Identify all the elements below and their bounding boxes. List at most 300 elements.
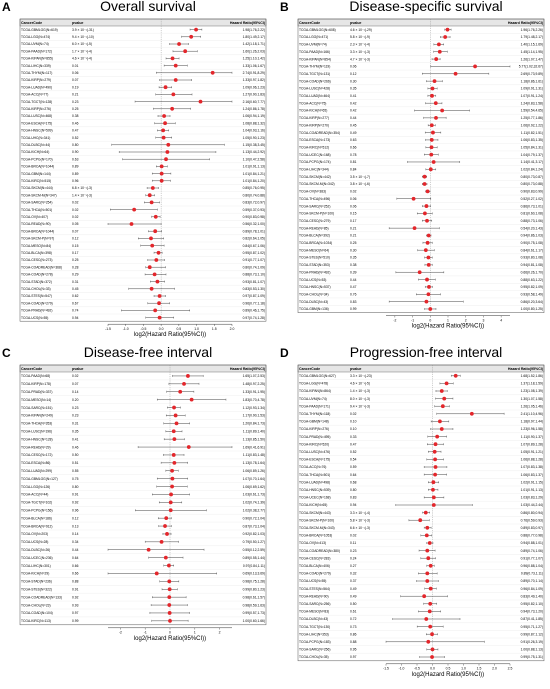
cell-cancer-code: TCGA-LIHC(N=353) xyxy=(299,632,329,637)
panel-overall-survival xyxy=(0,0,268,340)
cell-pvalue: 0.66 xyxy=(72,571,79,576)
cell-cancer-code: TCGA-DLBC(N=43) xyxy=(299,617,329,622)
cell-cancer-code: TCGA-STAD(N=236) xyxy=(21,579,52,584)
cell-pvalue: 0.23 xyxy=(72,99,79,104)
x-tick-label: 3 xyxy=(482,318,485,323)
cell-pvalue: 0.05 xyxy=(72,222,79,227)
cell-pvalue: 1.4 × 10⁻¹(-3) xyxy=(72,193,92,198)
hazard-ratio-point xyxy=(435,435,439,439)
cell-cancer-code: TCGA-SARC(N=151) xyxy=(21,405,53,410)
cell-hazard-ratio: 1.03(0.44,2.44) xyxy=(520,503,543,508)
hazard-ratio-point xyxy=(434,57,438,61)
cell-pvalue: 0.84 xyxy=(350,167,357,172)
cell-hazard-ratio: 0.54(0.20,1.43) xyxy=(520,226,543,231)
cell-cancer-code: TCGA-READ(N=85) xyxy=(299,226,329,231)
cell-cancer-code: TCGA-PAAD(N=68) xyxy=(21,374,51,379)
cell-pvalue: 0.92 xyxy=(72,595,79,600)
x-tick-label: 0.0 xyxy=(430,666,435,671)
cell-hazard-ratio: 1.33(1.06,1.67) xyxy=(242,63,265,68)
cell-pvalue: 0.01 xyxy=(72,63,79,68)
cell-cancer-code: TCGA-CESC(N=172) xyxy=(21,453,53,458)
cell-pvalue: 0.30 xyxy=(350,248,357,253)
x-tick-label: 2.5 xyxy=(507,666,513,671)
hazard-ratio-point xyxy=(433,473,437,477)
cell-pvalue: 0.55 xyxy=(72,468,79,473)
cell-cancer-code: TCGA-KICH(N=29) xyxy=(21,571,50,576)
cell-cancer-code: TCGA-OV(N=383) xyxy=(299,189,327,194)
cell-pvalue: 0.80 xyxy=(72,484,79,489)
forest-plot-a xyxy=(0,0,268,340)
cell-hazard-ratio: 1.11(0.83,1.48) xyxy=(242,453,265,458)
cell-pvalue: 6.6 × 10⁻¹(-3) xyxy=(350,526,370,530)
cell-hazard-ratio: 0.56(0.32,1.00) xyxy=(242,222,265,227)
header-pvalue: pvalue xyxy=(72,21,84,25)
cell-cancer-code: TCGA-ESCA(N=175) xyxy=(299,457,331,462)
hazard-ratio-point xyxy=(171,477,175,481)
cell-cancer-code: TCGA-UCS(N=28) xyxy=(21,540,49,545)
cell-hazard-ratio: 1.05(0.84,1.31) xyxy=(520,145,543,150)
cell-cancer-code: TCGA-CESC(N=283) xyxy=(299,556,331,561)
cell-cancer-code: TCGA-PRAD(N=337) xyxy=(21,389,53,394)
cell-cancer-code: TCGA-KIRP(N=279) xyxy=(21,78,51,83)
cell-pvalue: 0.52 xyxy=(350,450,357,454)
cell-pvalue: 0.94 xyxy=(350,503,357,508)
cell-cancer-code: TCGA-CHOL(N=35) xyxy=(299,655,329,660)
cell-pvalue: 0.14 xyxy=(72,389,79,394)
cell-pvalue: 3.3 × 10⁻¹(-3) xyxy=(350,49,370,54)
cell-hazard-ratio: 1.02(0.38,2.77) xyxy=(242,508,265,513)
cell-hazard-ratio: 5.77(1.02,32.67) xyxy=(518,64,543,69)
hazard-ratio-point xyxy=(172,453,176,457)
cell-hazard-ratio: 0.88(0.63,1.22) xyxy=(520,277,543,282)
cell-cancer-code: TCGA-SKCM-P(N=100) xyxy=(299,211,335,216)
cell-cancer-code: TCGA-GBMLGG(N=619) xyxy=(21,27,58,32)
hazard-ratio-point xyxy=(151,186,155,190)
cell-pvalue: 9.4 × 10⁻¹(-10) xyxy=(72,35,94,39)
hazard-ratio-point xyxy=(470,412,474,416)
cell-hazard-ratio: 0.98(0.75,1.28) xyxy=(242,579,265,584)
cell-pvalue: 0.91 xyxy=(72,587,79,592)
cell-cancer-code: TCGA-COAD(N=279) xyxy=(21,301,53,306)
cell-pvalue: 0.27 xyxy=(350,564,357,568)
cell-pvalue: 5.8 × 10⁻¹(-3) xyxy=(350,518,370,523)
cell-pvalue: 0.10 xyxy=(350,419,357,424)
cell-hazard-ratio: 1.05(0.90,1.23) xyxy=(242,135,265,140)
panel-letter: D xyxy=(280,346,289,360)
hazard-ratio-point xyxy=(160,165,164,169)
hazard-ratio-point xyxy=(426,241,430,245)
hazard-ratio-point xyxy=(130,222,134,226)
cell-hazard-ratio: 1.03(0.83,1.29) xyxy=(520,495,543,500)
cell-cancer-code: TCGA-UHC(N=341) xyxy=(21,135,51,140)
cell-pvalue: 0.97 xyxy=(72,611,79,616)
hazard-ratio-point xyxy=(438,50,442,54)
cell-cancer-code: TCGA-LGG(N=126) xyxy=(21,484,51,489)
table-border xyxy=(298,365,544,661)
hazard-ratio-point xyxy=(431,488,435,492)
cell-pvalue: 0.38 xyxy=(350,263,357,268)
cell-hazard-ratio: 0.90(0.75,1.08) xyxy=(520,241,543,246)
cell-cancer-code: TCGA-GBMLGG(N=608) xyxy=(299,27,336,32)
cell-hazard-ratio: 0.89(0.70,1.14) xyxy=(520,579,543,584)
cell-hazard-ratio: 1.23(1.08,1.39) xyxy=(520,389,543,394)
cell-hazard-ratio: 0.79(0.50,1.27) xyxy=(242,540,265,545)
hazard-ratio-point xyxy=(168,587,172,591)
cell-hazard-ratio: 1.07(0.89,1.28) xyxy=(520,442,543,447)
cell-hazard-ratio: 1.04(0.93,1.16) xyxy=(242,128,265,133)
x-tick-label: -2 xyxy=(118,630,122,635)
header-pvalue: pvalue xyxy=(350,21,362,25)
x-axis-label: log2(Hazard Ratio(95%CI)) xyxy=(133,332,207,339)
cell-cancer-code: TCGA-KICH(N=65) xyxy=(299,503,328,508)
hazard-ratio-point xyxy=(175,421,179,425)
cell-pvalue: 0.74 xyxy=(72,308,79,313)
hazard-ratio-point xyxy=(174,64,178,68)
cell-pvalue: 0.78 xyxy=(350,152,357,157)
cell-hazard-ratio: 0.90(0.72,1.04) xyxy=(242,516,265,521)
cell-cancer-code: TCGA-STAD(N=372) xyxy=(21,279,52,284)
cell-cancer-code: TCGA-PAAD(N=166) xyxy=(299,49,330,54)
cell-hazard-ratio: 1.24(0.83,1.58) xyxy=(520,101,543,106)
cell-cancer-code: TCGA-UCS(N=55) xyxy=(299,579,327,584)
cell-hazard-ratio: 0.81(0.60,1.08) xyxy=(520,211,543,216)
cell-hazard-ratio: 0.94(0.73,1.20) xyxy=(520,609,543,614)
hazard-ratio-point xyxy=(443,35,447,39)
cell-pvalue: 0.88 xyxy=(350,640,357,644)
cell-hazard-ratio: 2.69(0.73,9.89) xyxy=(520,71,543,76)
panel-disease-specific-survival xyxy=(278,0,546,332)
cell-hazard-ratio: 1.59(0.54,4.65) xyxy=(520,108,543,113)
hazard-ratio-point xyxy=(427,234,431,238)
cell-pvalue: 0.59 xyxy=(350,465,357,470)
cell-cancer-code: TCGA-LUAD(N=490) xyxy=(21,85,53,90)
hazard-ratio-point xyxy=(428,307,432,311)
cell-hazard-ratio: 0.95(0.82,1.09) xyxy=(520,285,543,290)
hazard-ratio-point xyxy=(424,248,428,252)
hazard-ratio-point xyxy=(160,179,164,183)
x-tick-label: 2 xyxy=(464,318,467,323)
cell-pvalue: 0.25 xyxy=(350,241,357,246)
cell-cancer-code: TCGA-HNSC(N=539) xyxy=(299,488,331,492)
cell-cancer-code: TCGA-KICH(N=64) xyxy=(21,150,50,155)
cell-pvalue: 0.35 xyxy=(72,429,79,434)
hazard-ratio-point xyxy=(166,143,170,147)
cell-hazard-ratio: 0.92(0.82,1.03) xyxy=(242,532,265,537)
cell-cancer-code: TCGA-SARC(N=252) xyxy=(299,204,331,209)
cell-cancer-code: TCGA-GBM(N=136) xyxy=(299,307,329,312)
cell-hazard-ratio: 1.06(0.83,1.35) xyxy=(520,138,543,143)
cell-pvalue: 6.0 × 10⁻¹(-5) xyxy=(72,42,92,47)
cell-pvalue: 0.35 xyxy=(350,255,357,260)
hazard-ratio-point xyxy=(158,294,162,298)
cell-cancer-code: TCGA-KIPAN(N=855) xyxy=(21,56,53,61)
cell-hazard-ratio: 0.89(0.78,1.01) xyxy=(242,229,265,234)
hazard-ratio-point xyxy=(429,587,433,591)
cell-hazard-ratio: 2.74(0.91,8.29) xyxy=(242,71,265,75)
cell-cancer-code: TCGA-PRAD(N=492) xyxy=(299,270,331,275)
cell-hazard-ratio: 0.95(0.87,1.02) xyxy=(242,251,265,255)
cell-hazard-ratio: 0.87(0.73,1.04) xyxy=(242,524,265,529)
cell-cancer-code: TCGA-ESCA(N=175) xyxy=(21,121,53,126)
cell-cancer-code: TCGA-SKCM(N=443) xyxy=(299,510,331,515)
cell-hazard-ratio: 0.83(0.49,1.40) xyxy=(520,594,543,599)
hazard-ratio-point xyxy=(164,556,168,560)
cell-hazard-ratio: 0.90(0.83,0.98) xyxy=(242,215,265,219)
hazard-ratio-point xyxy=(171,93,175,97)
cell-cancer-code: TCGA-SARC(N=256) xyxy=(299,602,331,606)
cell-pvalue: 0.25 xyxy=(72,107,79,111)
cell-hazard-ratio: 1.26(1.05,1.46) xyxy=(520,404,543,409)
cell-pvalue: 0.07 xyxy=(72,78,79,83)
cell-hazard-ratio: 0.99(0.75,1.31) xyxy=(520,655,543,660)
cell-pvalue: 0.41 xyxy=(350,94,357,99)
cell-cancer-code: TCGA-MESO(N=64) xyxy=(299,248,330,253)
x-tick-label: -2 xyxy=(393,318,397,323)
cell-hazard-ratio: 1.24(0.86,1.78) xyxy=(242,107,265,111)
hazard-ratio-point xyxy=(434,442,438,446)
cell-pvalue: 0.31 xyxy=(72,421,79,426)
cell-pvalue: 0.80 xyxy=(72,143,79,147)
cell-hazard-ratio: 0.96(0.88,1.04) xyxy=(520,564,543,568)
cell-cancer-code: TCGA-COAD(N=279) xyxy=(299,571,331,576)
panel-title: Disease-free interval xyxy=(83,344,213,360)
panel-title: Disease-specific survival xyxy=(349,0,503,14)
cell-cancer-code: TCGA-PCPG(N=174) xyxy=(299,160,331,165)
hazard-ratio-point xyxy=(431,131,435,135)
hazard-ratio-point xyxy=(426,189,430,193)
hazard-ratio-point xyxy=(427,285,431,289)
cell-pvalue: 0.12 xyxy=(72,516,79,521)
cell-hazard-ratio: 0.96(0.84,1.09) xyxy=(520,586,543,591)
cell-pvalue: 0.49 xyxy=(350,586,357,591)
cell-cancer-code: TCGA-UVM(N=74) xyxy=(21,42,49,47)
cell-cancer-code: TCGA-BLCA(N=406) xyxy=(299,564,330,568)
x-tick-label: 0.5 xyxy=(176,326,182,331)
cell-hazard-ratio: 1.09(0.96,1.23) xyxy=(242,85,265,90)
hazard-ratio-point xyxy=(172,437,176,441)
x-tick-label: 2.0 xyxy=(492,666,497,671)
hazard-ratio-point xyxy=(199,100,203,104)
hazard-ratio-point xyxy=(167,579,171,583)
cell-hazard-ratio: 1.17(0.90,1.53) xyxy=(242,413,265,418)
cell-cancer-code: TCGA-READ(N=29) xyxy=(21,445,51,450)
cell-pvalue: 0.29 xyxy=(72,272,79,277)
hazard-ratio-point xyxy=(425,549,429,553)
cell-cancer-code: TCGA-GBM(N=148) xyxy=(299,419,329,424)
cell-pvalue: 0.45 xyxy=(350,123,357,128)
hazard-ratio-point xyxy=(431,87,435,91)
hazard-ratio-point xyxy=(211,71,215,75)
x-tick-label: -0.5 xyxy=(414,666,420,671)
hazard-ratio-point xyxy=(430,138,434,142)
cell-pvalue: 3.9 × 10⁻¹(-31) xyxy=(72,27,94,32)
cell-pvalue: 0.54 xyxy=(350,457,357,462)
cell-pvalue: 0.96 xyxy=(72,179,79,183)
cell-pvalue: 0.76 xyxy=(350,292,357,297)
cell-pvalue: 0.42 xyxy=(350,101,357,106)
cell-pvalue: 0.02 xyxy=(350,189,357,194)
hazard-ratio-point xyxy=(438,420,442,424)
hazard-ratio-point xyxy=(429,167,433,171)
cell-pvalue: 0.30 xyxy=(350,79,357,84)
cell-cancer-code: TCGA-PAAD(N=172) xyxy=(21,49,52,54)
hazard-ratio-point xyxy=(148,265,152,269)
cell-hazard-ratio: 1.18(0.86,1.61) xyxy=(520,79,543,84)
cell-hazard-ratio: 1.13(0.44,2.92) xyxy=(242,150,265,155)
cell-pvalue: 0.35 xyxy=(350,86,357,91)
hazard-ratio-point xyxy=(428,541,432,545)
hazard-ratio-point xyxy=(167,595,171,599)
hazard-ratio-point xyxy=(163,121,167,125)
hazard-ratio-point xyxy=(190,398,194,402)
cell-cancer-code: TCGA-KIPAN(N=864) xyxy=(299,389,331,394)
cell-hazard-ratio: 0.90(0.83,0.99) xyxy=(520,189,543,194)
cell-pvalue: 0.96 xyxy=(72,508,79,513)
cell-cancer-code: TCGA-READ(N=90) xyxy=(299,594,329,599)
cell-pvalue: 0.11 xyxy=(350,541,357,546)
cell-hazard-ratio: 1.68(1.52,1.86) xyxy=(520,374,543,378)
cell-hazard-ratio: 1.06(0.92,1.22) xyxy=(520,123,543,128)
cell-cancer-code: TCGA-THYM(N=119) xyxy=(299,64,331,69)
x-tick-label: -1 xyxy=(411,318,415,323)
cell-cancer-code: TCGA-SKCM-P(N=97) xyxy=(21,236,55,241)
cell-pvalue: 0.99 xyxy=(350,307,357,312)
hazard-ratio-point xyxy=(167,564,171,568)
cell-pvalue: 0.50 xyxy=(72,453,79,458)
cell-pvalue: 0.75 xyxy=(72,476,79,481)
cell-hazard-ratio: 1.15(0.38,3.45) xyxy=(242,143,265,147)
cell-cancer-code: TCGA-KIRP(N=277) xyxy=(299,116,329,121)
hazard-ratio-point xyxy=(170,107,174,111)
cell-cancer-code: TCGA-OV(N=413) xyxy=(299,541,327,546)
cell-hazard-ratio: 0.97(0.84,1.11) xyxy=(242,563,265,568)
cell-pvalue: 0.89 xyxy=(72,171,79,176)
hazard-ratio-point xyxy=(150,201,154,205)
cell-pvalue: 0.15 xyxy=(72,243,79,248)
x-axis-label: log2(Hazard Ratio(95%CI)) xyxy=(411,671,485,678)
cell-hazard-ratio: 0.98(0.59,1.63) xyxy=(242,603,265,608)
cell-pvalue: 1.7 × 10⁻¹(-4) xyxy=(72,49,92,54)
cell-pvalue: 0.02 xyxy=(72,215,79,219)
hazard-ratio-point xyxy=(473,65,477,69)
hazard-ratio-point xyxy=(150,244,154,248)
cell-pvalue: 0.46 xyxy=(72,445,79,450)
cell-hazard-ratio: 1.05(0.91,1.21) xyxy=(520,450,543,454)
hazard-ratio-point xyxy=(182,382,186,386)
cell-pvalue: 0.95 xyxy=(350,647,357,652)
hazard-ratio-point xyxy=(430,123,434,127)
cell-pvalue: 0.49 xyxy=(350,130,357,135)
hazard-ratio-point xyxy=(431,648,435,652)
hazard-ratio-point xyxy=(433,450,437,454)
cell-hazard-ratio: 0.86(0.73,1.01) xyxy=(520,204,543,209)
header-cancer-code: CancerCode xyxy=(299,21,321,25)
cell-hazard-ratio: 0.85(0.76,0.95) xyxy=(242,186,265,191)
cell-hazard-ratio: 0.52(0.27,1.02) xyxy=(520,196,543,201)
x-tick-label: 0.0 xyxy=(158,326,164,331)
cell-cancer-code: TCGA-ACC(N=77) xyxy=(21,92,49,97)
hazard-ratio-point xyxy=(170,485,174,489)
cell-pvalue: 0.92 xyxy=(72,500,79,505)
cell-pvalue: 0.06 xyxy=(350,196,357,201)
cell-hazard-ratio: 1.23(0.96,1.58) xyxy=(520,427,543,432)
cell-hazard-ratio: 0.59(0.37,0.93) xyxy=(242,207,265,212)
x-tick-label: 0 xyxy=(169,630,171,635)
cell-pvalue: 0.14 xyxy=(72,532,79,537)
x-tick-label: -1.5 xyxy=(105,326,111,331)
hazard-ratio-point xyxy=(168,619,172,623)
cell-pvalue: 0.07 xyxy=(72,382,79,387)
panel-letter: A xyxy=(2,0,11,14)
cell-cancer-code: TCGA-UCS(N=55) xyxy=(21,315,49,320)
hazard-ratio-point xyxy=(174,414,178,418)
hazard-ratio-point xyxy=(165,532,169,536)
cell-hazard-ratio: 0.89(0.46,1.75) xyxy=(242,308,265,313)
hazard-ratio-point xyxy=(425,526,429,530)
cell-cancer-code: TCGA-TGCT(N=130) xyxy=(299,624,331,629)
cell-pvalue: 4.6 × 10⁻¹(-29) xyxy=(350,27,372,32)
cell-cancer-code: TCGA-CHOL(N=34) xyxy=(299,292,329,297)
header-cancer-code: CancerCode xyxy=(21,21,43,25)
cell-hazard-ratio: 1.06(0.69,1.62) xyxy=(242,484,265,489)
cell-hazard-ratio: 0.91(0.77,1.07) xyxy=(242,258,265,263)
cell-cancer-code: TCGA-OV(N=407) xyxy=(21,215,49,219)
cell-cancer-code: TCGA-DLBC(N=26) xyxy=(21,547,51,552)
hazard-ratio-point xyxy=(422,594,426,598)
cell-hazard-ratio: 1.01(0.84,1.20) xyxy=(242,179,265,183)
hazard-ratio-point xyxy=(431,480,435,484)
x-tick-label: 2 xyxy=(218,630,221,635)
hazard-ratio-point xyxy=(433,458,437,462)
cell-pvalue: 0.91 xyxy=(72,492,79,497)
cell-hazard-ratio: 1.00(0.60,1.66) xyxy=(242,619,265,624)
cell-hazard-ratio: 1.30(1.07,1.58) xyxy=(520,396,543,401)
hazard-ratio-point xyxy=(418,270,422,274)
cell-pvalue: 0.80 xyxy=(350,488,357,492)
cell-cancer-code: TCGA-KIRP(N=270) xyxy=(299,123,329,128)
cell-cancer-code: TCGA-STES(N=564) xyxy=(299,586,330,591)
cell-cancer-code: TCGA-STES(N=547) xyxy=(21,294,52,299)
hazard-ratio-point xyxy=(432,503,436,507)
hazard-ratio-point xyxy=(434,101,438,105)
cell-hazard-ratio: 1.06(0.89,1.26) xyxy=(242,468,265,473)
cell-pvalue: 0.06 xyxy=(350,64,357,69)
hazard-ratio-point xyxy=(153,273,157,277)
cell-pvalue: 0.32 xyxy=(350,571,357,576)
cell-hazard-ratio: 1.04(0.79,1.37) xyxy=(520,152,543,157)
cell-hazard-ratio: 1.02(0.91,1.15) xyxy=(520,480,543,485)
cell-pvalue: 0.02 xyxy=(350,533,357,538)
cell-cancer-code: TCGA-SKCM-M(N=342) xyxy=(299,182,335,187)
cell-hazard-ratio: 0.96(0.77,1.18) xyxy=(242,301,265,306)
hazard-ratio-point xyxy=(418,518,422,522)
cell-hazard-ratio: 1.80(1.49,2.17) xyxy=(242,35,265,39)
hazard-ratio-point xyxy=(424,511,428,515)
cell-hazard-ratio: 0.66(0.26,1.70) xyxy=(520,270,543,275)
cell-cancer-code: TCGA-COAD(N=278) xyxy=(21,272,53,277)
hazard-ratio-point xyxy=(155,572,159,576)
cell-cancer-code: TCGA-STAD(N=353) xyxy=(299,263,330,268)
cell-hazard-ratio: 0.99(0.57,1.73) xyxy=(242,611,265,616)
hazard-ratio-point xyxy=(440,109,444,113)
hazard-ratio-point xyxy=(156,280,160,284)
cell-hazard-ratio: 1.03(0.61,1.73) xyxy=(242,492,265,497)
cell-pvalue: 0.02 xyxy=(72,200,79,205)
hazard-ratio-point xyxy=(454,374,458,378)
cell-hazard-ratio: 1.07(0.83,1.38) xyxy=(520,465,543,470)
cell-hazard-ratio: 0.94(0.81,1.08) xyxy=(520,263,543,268)
hazard-ratio-point xyxy=(432,496,436,500)
